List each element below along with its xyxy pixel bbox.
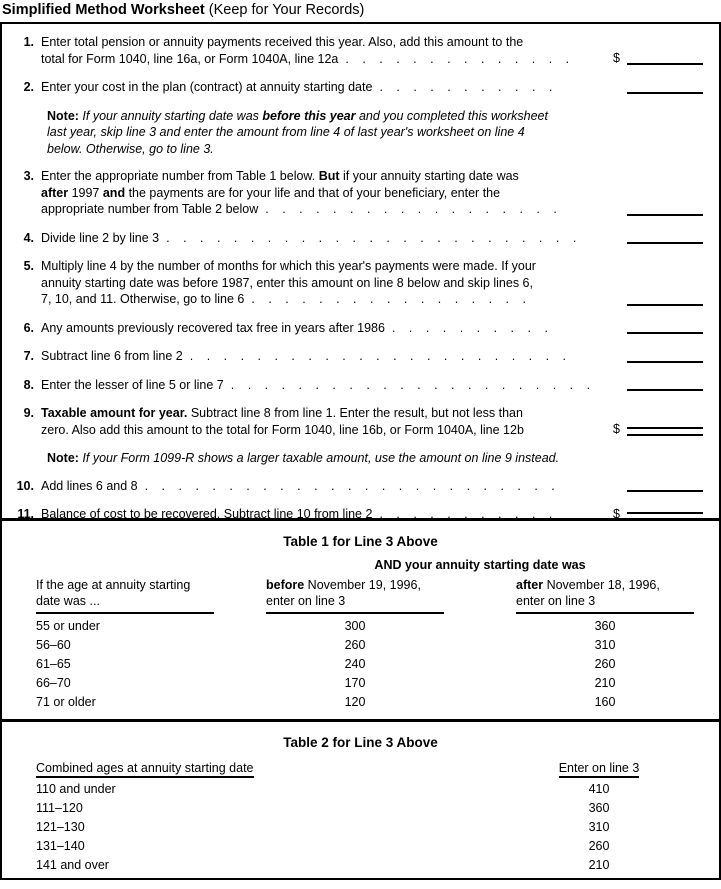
after-value-cell: 310 <box>594 638 616 652</box>
dot-leader: . . . . . . . . . . . . . . . . . <box>251 292 531 306</box>
line-text <box>41 506 603 518</box>
table1-subheader: AND your annuity starting date was <box>374 558 586 572</box>
table-row <box>2 780 719 799</box>
amount-line-1[interactable] <box>627 63 703 65</box>
line-number: 2. <box>23 80 34 94</box>
text-segment: Enter the appropriate number from Table 1 below. <box>41 169 319 183</box>
after-value-cell: 260 <box>594 657 616 671</box>
amount-line-10[interactable] <box>627 490 703 492</box>
before-header-line1 <box>266 577 444 593</box>
line-number: 9. <box>23 406 34 420</box>
table-row <box>2 818 719 837</box>
table-row <box>2 674 719 693</box>
text-segment: before this year <box>262 108 356 123</box>
text-segment: Enter total pension or annuity payments received this year. Also, add this amount to the <box>41 35 524 49</box>
text-segment: and <box>102 185 126 200</box>
text-segment: Note: <box>47 108 79 123</box>
before-value-cell: 260 <box>344 638 366 652</box>
line-number: 6. <box>23 320 34 335</box>
combined-ages-cell: 141 and over <box>36 858 109 872</box>
amount-line-7[interactable] <box>627 361 703 363</box>
after-word: after <box>516 578 544 592</box>
text-segment: total for Form 1040, line 16a, or Form 1040A, line 12a <box>41 51 339 66</box>
worksheet-line-3 <box>12 168 703 218</box>
text-segment: Subtract line 8 from line 1. Enter the result, but not less than <box>187 406 523 420</box>
dollar-sign: $ <box>613 422 620 436</box>
document-title <box>0 0 721 22</box>
text-segment: after <box>41 185 69 200</box>
worksheet-line-4 <box>12 230 703 247</box>
age-cell: 55 or under <box>36 619 100 633</box>
table-row <box>2 799 719 818</box>
table-row <box>2 655 719 674</box>
amount-field <box>603 79 703 96</box>
worksheet-line-11 <box>12 506 703 518</box>
after-value-cell: 210 <box>594 676 616 690</box>
dot-leader: . . . . . . . . . . . . . . <box>345 51 575 66</box>
line-number: 11. <box>17 507 34 518</box>
line-number: 4. <box>23 230 34 245</box>
before-value-cell: 300 <box>344 619 366 633</box>
text-segment: Enter the lesser of line 5 or line 7 <box>41 377 224 392</box>
text-segment: 1997 <box>68 185 103 200</box>
table2-rows <box>2 780 719 875</box>
text-segment: Divide line 2 by line 3 <box>41 230 160 245</box>
enter-value-cell: 310 <box>588 820 610 834</box>
note <box>47 108 613 158</box>
amount-field <box>603 478 703 495</box>
worksheet-line-8 <box>12 377 703 394</box>
line-text <box>41 320 603 337</box>
text-segment: Subtract line 6 from line 2 <box>41 349 183 363</box>
combined-ages-cell: 111–120 <box>36 801 83 815</box>
amount-field <box>603 34 703 67</box>
line-number: 7. <box>23 349 34 363</box>
line-text <box>41 230 603 247</box>
worksheet-line-9 <box>12 405 703 438</box>
enter-line3-header-cell <box>551 760 647 777</box>
enter-value-cell: 210 <box>588 858 610 872</box>
after-value-cell: 160 <box>594 695 616 709</box>
title-main: Simplified Method Worksheet <box>2 2 205 18</box>
before-value-cell: 120 <box>344 695 366 709</box>
text-segment: and you completed this worksheet <box>355 108 548 123</box>
before-value-cell: 240 <box>344 657 366 671</box>
age-cell: 66–70 <box>36 676 71 690</box>
before-date: November 19, 1996, <box>304 578 421 592</box>
after-date: November 18, 1996, <box>543 578 660 592</box>
age-cell: 71 or older <box>36 695 96 709</box>
dot-leader: . . . . . . . . . . . . . . . . . . . . . . <box>230 377 596 392</box>
text-segment: Multiply line 4 by the number of months for which this year's payments were made. If your <box>41 259 536 273</box>
table1-header-row <box>2 577 719 614</box>
title-sub: (Keep for Your Records) <box>204 2 365 18</box>
line-text <box>41 34 603 67</box>
text-segment: Taxable amount for year. <box>41 406 188 420</box>
after-header-line1 <box>516 577 694 593</box>
table-row <box>2 837 719 856</box>
text-segment: if your annuity starting date was <box>339 169 519 183</box>
amount-field <box>603 405 703 438</box>
table1-section <box>2 521 719 719</box>
combined-ages-header: Combined ages at annuity starting date <box>36 761 254 778</box>
worksheet-line-1 <box>12 34 703 67</box>
table-row <box>2 636 719 655</box>
line-number: 8. <box>23 377 34 392</box>
dot-leader: . . . . . . . . . . . . . . . . . . . . . . . . . <box>166 230 582 245</box>
dollar-sign: $ <box>613 506 620 518</box>
line-number: 3. <box>23 169 34 183</box>
text-segment: But <box>318 169 340 183</box>
text-segment: 7, 10, and 11. Otherwise, go to line 6 <box>41 292 245 306</box>
after-header-line2: enter on line 3 <box>516 594 596 608</box>
text-segment: If your Form 1099-R shows a larger taxable amount, use the amount on line 9 instead. <box>78 451 560 465</box>
worksheet-line-7 <box>12 348 703 365</box>
dot-leader: . . . . . . . . . . . . . . . . . . . . . . . . . <box>144 478 560 493</box>
dot-leader: . . . . . . . . . . . . . . . . . . . . . . . <box>189 349 572 363</box>
line-text <box>41 258 603 308</box>
amount-line-8[interactable] <box>627 389 703 391</box>
table-row <box>2 617 719 636</box>
table2-header-row <box>2 760 719 777</box>
age-cell: 56–60 <box>36 638 71 652</box>
text-segment: below. Otherwise, go to line 3. <box>47 141 214 156</box>
line-text <box>41 478 603 495</box>
worksheet-box <box>0 22 721 880</box>
line-text <box>41 79 603 96</box>
age-header-line1: If the age at annuity starting <box>36 578 191 592</box>
combined-ages-header-cell <box>36 760 551 777</box>
line-number: 10. <box>16 478 34 493</box>
amount-field <box>603 506 703 518</box>
dot-leader: . . . . . . . . . . <box>391 320 553 335</box>
line-text <box>41 405 603 438</box>
before-value-cell: 170 <box>344 676 366 690</box>
amount-line-2[interactable] <box>627 92 703 94</box>
age-header-line2: date was ... <box>36 594 100 608</box>
enter-line3-header: Enter on line 3 <box>559 761 640 778</box>
enter-value-cell: 410 <box>588 782 610 796</box>
age-column-header <box>36 577 214 614</box>
worksheet-line-5 <box>12 258 703 308</box>
amount-field <box>603 348 703 365</box>
before-column-header <box>266 577 444 614</box>
amount-line-9[interactable] <box>627 427 703 436</box>
table2-section <box>2 722 719 878</box>
amount-field <box>603 377 703 394</box>
after-value-cell: 360 <box>594 619 616 633</box>
text-segment: Enter your cost in the plan (contract) at annuity starting date <box>41 80 373 94</box>
text-segment: If your annuity starting date was <box>78 108 263 123</box>
text-segment: the payments are for your life and that of your beneficiary, enter the <box>125 185 501 200</box>
amount-field <box>603 320 703 337</box>
line-text <box>41 377 603 394</box>
age-cell: 61–65 <box>36 657 71 671</box>
table1-caption: Table 1 for Line 3 Above <box>283 534 438 549</box>
amount-line-5[interactable] <box>627 304 703 306</box>
line-text <box>41 168 603 218</box>
line-number: 5. <box>23 259 34 273</box>
dot-leader: . . . . . . . . . . . <box>379 80 558 94</box>
dot-leader: . . . . . . . . . . . <box>379 507 558 518</box>
text-segment: annuity starting date was before 1987, enter this amount on line 8 below and skip lines 6, <box>41 275 533 290</box>
text-segment: zero. Also add this amount to the total for Form 1040, line 16b, or Form 1040A, line 12b <box>41 422 524 437</box>
after-column-header <box>516 577 694 614</box>
amount-line-6[interactable] <box>627 332 703 334</box>
table2-caption: Table 2 for Line 3 Above <box>283 735 438 750</box>
enter-value-cell: 360 <box>588 801 610 815</box>
amount-field <box>603 258 703 308</box>
worksheet-line-2 <box>12 79 703 96</box>
text-segment: appropriate number from Table 2 below <box>41 202 259 216</box>
before-header-line2: enter on line 3 <box>266 594 346 608</box>
table-row <box>2 856 719 875</box>
amount-field <box>603 168 703 218</box>
enter-value-cell: 260 <box>588 839 610 853</box>
text-segment: Note: <box>47 451 79 465</box>
combined-ages-cell: 131–140 <box>36 839 85 853</box>
before-word: before <box>266 578 305 592</box>
line-text <box>41 348 603 365</box>
text-segment: Add lines 6 and 8 <box>41 478 138 493</box>
amount-line-4[interactable] <box>627 242 703 244</box>
dollar-sign: $ <box>613 51 620 65</box>
worksheet-section <box>2 24 719 518</box>
combined-ages-cell: 121–130 <box>36 820 85 834</box>
note <box>47 450 613 467</box>
dot-leader: . . . . . . . . . . . . . . . . . . <box>265 202 562 216</box>
amount-line-3[interactable] <box>627 214 703 216</box>
worksheet-line-10 <box>12 478 703 495</box>
text-segment: Any amounts previously recovered tax free in years after 1986 <box>41 320 385 335</box>
table1-rows <box>2 617 719 712</box>
text-segment: Balance of cost to be recovered. Subtract line 10 from line 2 <box>41 507 373 518</box>
table-row <box>2 693 719 712</box>
text-segment: last year, skip line 3 and enter the amount from line 4 of last year's worksheet on line 4 <box>47 125 525 139</box>
worksheet-line-6 <box>12 320 703 337</box>
amount-field <box>603 230 703 247</box>
combined-ages-cell: 110 and under <box>36 782 116 796</box>
line-number: 1. <box>23 35 34 49</box>
